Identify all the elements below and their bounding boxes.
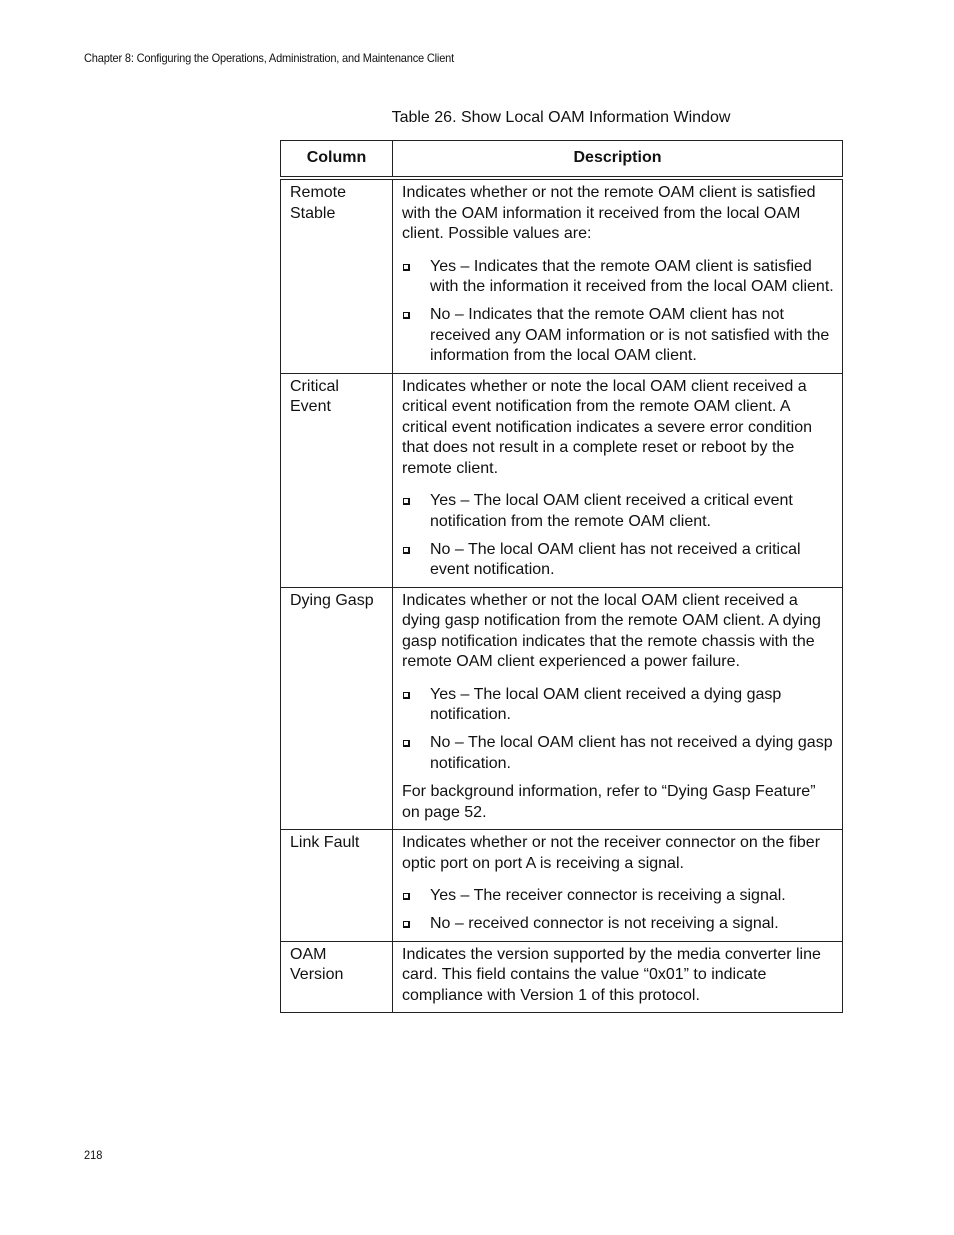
option-list (402, 491, 834, 581)
row-name-oam-version: OAM Version (281, 941, 393, 1013)
option-list (402, 685, 834, 775)
option-item (402, 491, 834, 532)
checkbox-bullet-icon (403, 921, 410, 928)
checkbox-bullet-icon (403, 740, 410, 747)
row-description (393, 941, 843, 1013)
table-row (281, 587, 843, 830)
option-item (402, 305, 834, 367)
description-intro: Indicates whether or not the remote OAM client is satisfied with the OAM information it received from the local OAM client. Possible values are: (402, 184, 816, 242)
option-text: No – The local OAM client has not received a critical event notification. (430, 540, 801, 578)
option-list (402, 886, 834, 935)
checkbox-bullet-icon (403, 547, 410, 554)
table-header-row (281, 141, 843, 179)
option-text: Yes – The receiver connector is receiving a signal. (430, 887, 786, 904)
row-description (393, 830, 843, 942)
page-number: 218 (84, 1148, 103, 1162)
checkbox-bullet-icon (403, 312, 410, 319)
table-row (281, 830, 843, 942)
row-name-dying-gasp: Dying Gasp (281, 587, 393, 830)
column-header: Column (281, 141, 393, 179)
checkbox-bullet-icon (403, 893, 410, 900)
description-header: Description (393, 141, 843, 179)
option-text: No – received connector is not receiving a signal. (430, 915, 779, 932)
option-text: Yes – Indicates that the remote OAM client is satisfied with the information it received from the local OAM client. (430, 257, 834, 295)
option-text: No – The local OAM client has not received a dying gasp notification. (430, 734, 833, 772)
checkbox-bullet-icon (403, 692, 410, 699)
description-intro: Indicates whether or not the local OAM client received a dying gasp notification from the remote OAM client. A dying gasp notification indicates that the remote chassis with the remote OAM client experienced a power failure. (402, 591, 821, 670)
option-list (402, 257, 834, 367)
checkbox-bullet-icon (403, 498, 410, 505)
option-item (402, 685, 834, 726)
table-row (281, 373, 843, 587)
oam-info-table (280, 140, 843, 1013)
table-row (281, 178, 843, 373)
option-text: Yes – The local OAM client received a dying gasp notification. (430, 685, 782, 723)
option-item (402, 886, 834, 907)
row-name-critical-event: Critical Event (281, 373, 393, 587)
option-item (402, 540, 834, 581)
option-text: No – Indicates that the remote OAM client has not received any OAM information or is not satisfied with the information from the local OAM client. (430, 306, 830, 364)
checkbox-bullet-icon (403, 264, 410, 271)
description-trailer: For background information, refer to “Dying Gasp Feature” on page 52. (402, 783, 816, 821)
row-description (393, 587, 843, 830)
row-name-remote-stable: Remote Stable (281, 178, 393, 373)
option-item (402, 257, 834, 298)
row-description (393, 373, 843, 587)
description-intro: Indicates the version supported by the media converter line card. This field contains the value “0x01” to indicate compliance with Version 1 of this protocol. (402, 945, 821, 1004)
description-intro: Indicates whether or note the local OAM client received a critical event notification from the remote OAM client. A critical event notification indicates a severe error condition that does not result in a complete reset or reboot by the remote client. (402, 377, 812, 477)
option-text: Yes – The local OAM client received a critical event notification from the remote OAM client. (430, 492, 793, 530)
table-row (281, 941, 843, 1013)
row-name-link-fault: Link Fault (281, 830, 393, 942)
option-item (402, 733, 834, 774)
option-item (402, 914, 834, 935)
running-header: Chapter 8: Configuring the Operations, Administration, and Maintenance Client (84, 51, 455, 65)
row-description (393, 178, 843, 373)
description-intro: Indicates whether or not the receiver connector on the fiber optic port on port A is receiving a signal. (402, 834, 821, 872)
table-caption: Table 26. Show Local OAM Information Window (391, 109, 731, 126)
